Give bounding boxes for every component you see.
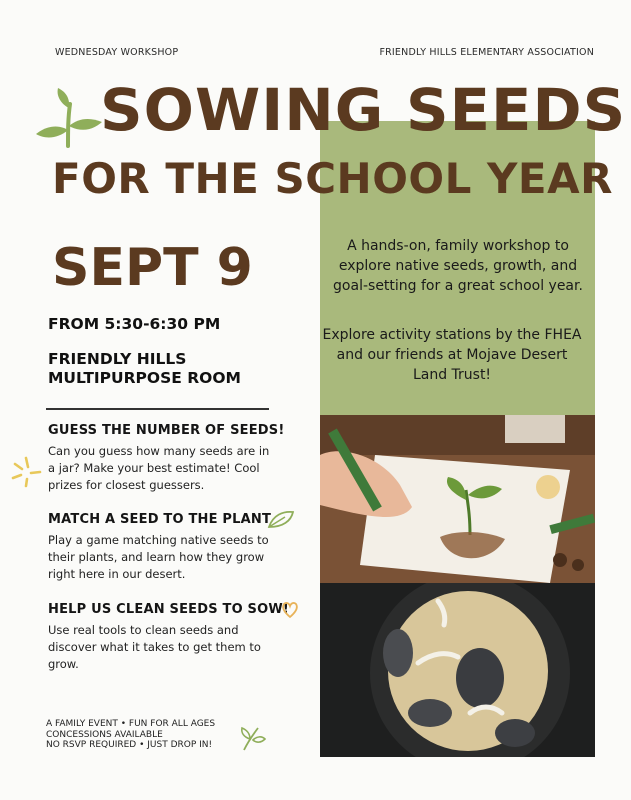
header-left-label: WEDNESDAY WORKSHOP: [55, 47, 179, 58]
footer-line-1: A FAMILY EVENT • FUN FOR ALL AGES: [46, 719, 216, 729]
venue-line-1: FRIENDLY HILLS: [48, 350, 187, 368]
footer-notes: [46, 719, 215, 751]
photo-child-drawing: [320, 415, 595, 583]
activity-2: [48, 512, 278, 583]
heart-icon: [280, 600, 300, 620]
title-line-2: FOR THE SCHOOL YEAR: [52, 154, 613, 203]
activity-3: [48, 602, 289, 673]
sparkle-icon: [8, 454, 44, 490]
activity-title: GUESS THE NUMBER OF SEEDS!: [48, 423, 285, 438]
leaf-icon: [267, 509, 295, 529]
event-date: SEPT 9: [52, 238, 253, 298]
footer-line-2: CONCESSIONS AVAILABLE: [46, 729, 163, 740]
panel-stations: Explore activity stations by the FHEA and our friends at Mojave Desert Land Trust!: [322, 327, 582, 383]
activity-title: MATCH A SEED TO THE PLANT: [48, 512, 272, 527]
event-time: FROM 5:30-6:30 PM: [48, 315, 221, 333]
footer-line-3: NO RSVP REQUIRED • JUST DROP IN!: [46, 740, 213, 750]
event-venue: [48, 350, 298, 388]
activity-title: HELP US CLEAN SEEDS TO SOW!: [48, 602, 290, 617]
sprout-icon: [34, 86, 104, 148]
venue-line-2: MULTIPURPOSE ROOM: [48, 369, 241, 387]
activity-1: [48, 423, 285, 494]
divider: [46, 408, 269, 410]
activity-body: Use real tools to clean seeds and discover what it takes to get them to grow.: [48, 623, 261, 671]
panel-intro: A hands-on, family workshop to explore native seeds, growth, and goal-setting for a great school year.: [333, 238, 583, 294]
sprout-doodle-icon: [238, 722, 266, 752]
photo-seeds-magnified: [320, 583, 595, 757]
title-line-1: SOWING SEEDS: [100, 76, 627, 144]
header-right-label: FRIENDLY HILLS ELEMENTARY ASSOCIATION: [379, 47, 594, 58]
activity-body: Play a game matching native seeds to their plants, and learn how they grow right here in our desert.: [48, 533, 269, 581]
activity-body: Can you guess how many seeds are in a jar? Make your best estimate! Cool prizes for closest guessers.: [48, 444, 270, 492]
